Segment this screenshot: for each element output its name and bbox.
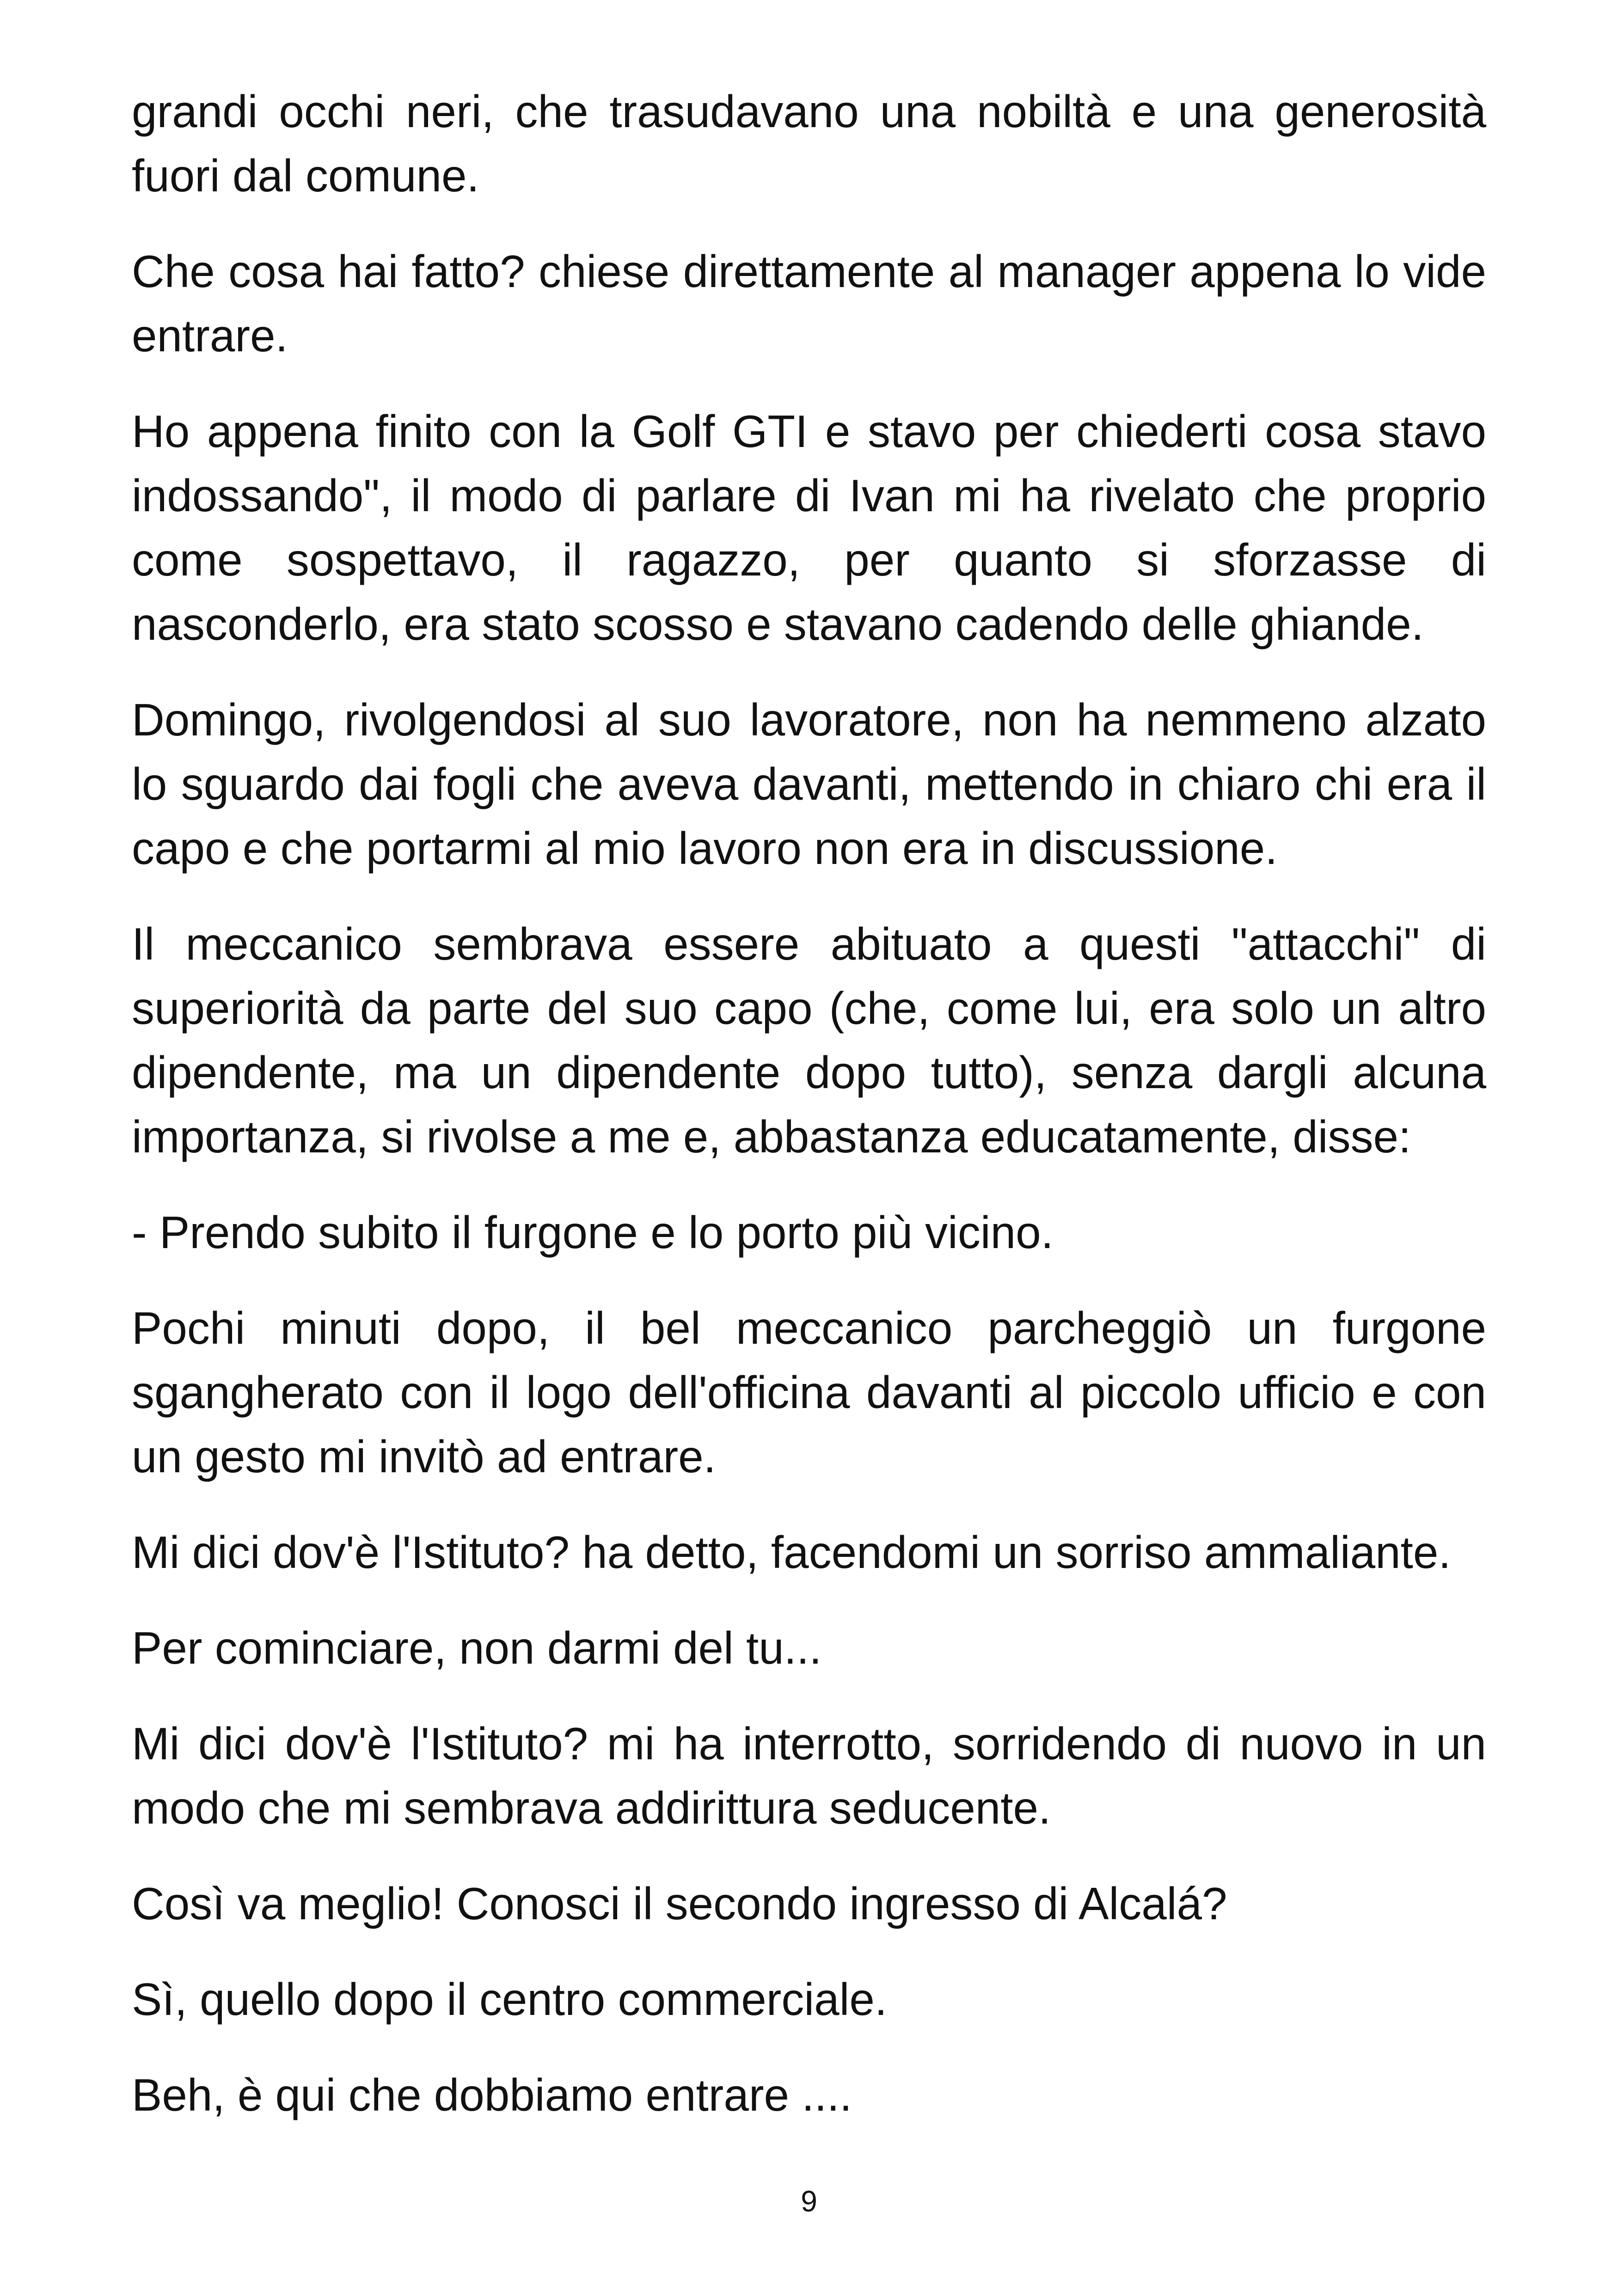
paragraph: Il meccanico sembrava essere abituato a questi "attacchi" di superiorità da parte del suo capo (che, come lui, era solo un altro dipendente, ma un dipendente dopo tutto), senza dargli alcuna importanza, si rivolse a me e, abbastanza educatamente, disse: [132, 918, 1486, 1162]
paragraph: Pochi minuti dopo, il bel meccanico parcheggiò un furgone sgangherato con il logo dell'officina davanti al piccolo ufficio e con un gesto mi invitò ad entrare. [132, 1303, 1486, 1482]
paragraph: Beh, è qui che dobbiamo entrare .... [132, 2069, 852, 2120]
paragraph: Così va meglio! Conosci il secondo ingresso di Alcalá? [132, 1878, 1227, 1929]
page-number: 9 [801, 2185, 817, 2218]
paragraph: grandi occhi neri, che trasudavano una nobiltà e una generosità fuori dal comune. [132, 86, 1486, 201]
paragraph: Per cominciare, non darmi del tu... [132, 1623, 822, 1673]
paragraph: Mi dici dov'è l'Istituto? mi ha interrotto, sorridendo di nuovo in un modo che mi sembrava addirittura seducente. [132, 1718, 1486, 1833]
paragraph: - Prendo subito il furgone e lo porto più vicino. [132, 1207, 1054, 1258]
paragraph: Che cosa hai fatto? chiese direttamente al manager appena lo vide entrare. [132, 246, 1486, 361]
body-text [132, 80, 1486, 2159]
paragraph: Mi dici dov'è l'Istituto? ha detto, facendomi un sorriso ammaliante. [132, 1527, 1451, 1578]
paragraph: Ho appena finito con la Golf GTI e stavo per chiederti cosa stavo indossando", il modo di parlare di Ivan mi ha rivelato che proprio come sospettavo, il ragazzo, per quanto si sforzasse di nasconderlo, era stato scosso e stavano cadendo delle ghiande. [132, 406, 1486, 649]
paragraph: Sì, quello dopo il centro commerciale. [132, 1974, 888, 2025]
paragraph: Domingo, rivolgendosi al suo lavoratore, non ha nemmeno alzato lo sguardo dai fogli che aveva davanti, mettendo in chiaro chi era il capo e che portarmi al mio lavoro non era in discussione. [132, 694, 1486, 874]
